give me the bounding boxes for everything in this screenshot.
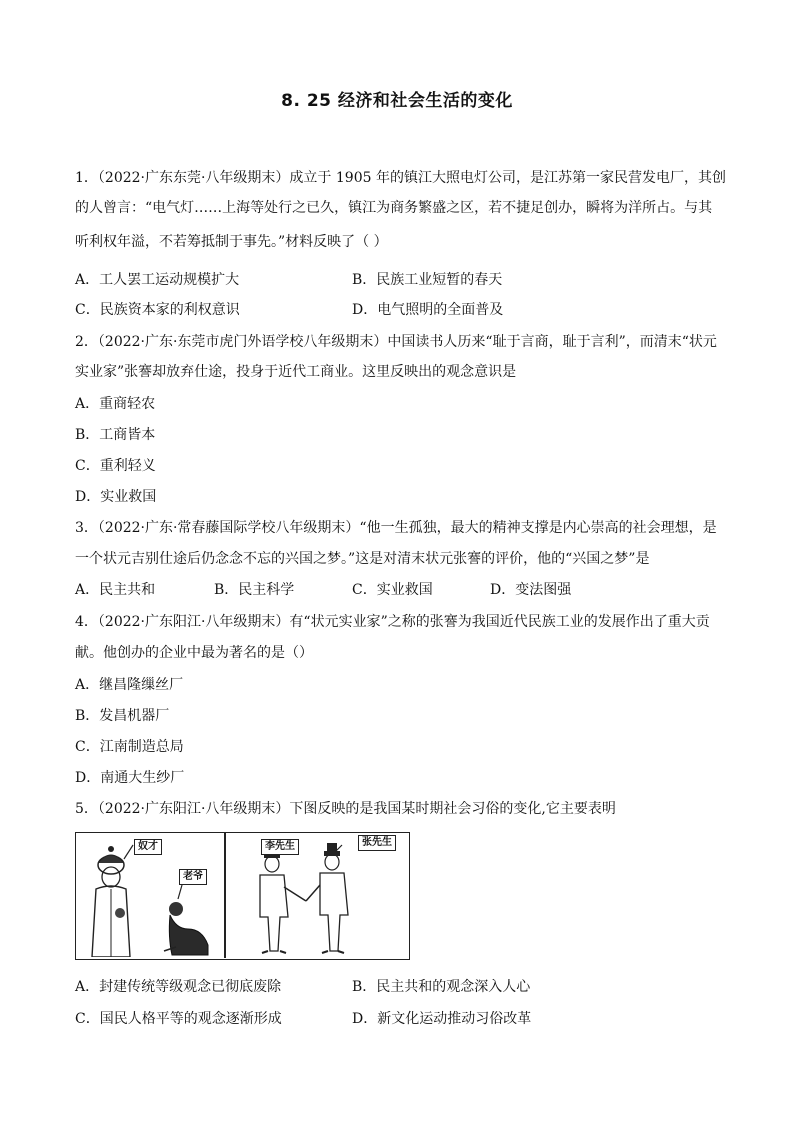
q4-stem-line-1: 4．（2022·广东阳江·八年级期末）有“状元实业家”之称的张謇为我国近代民族工业的发展作出了重大贡 (75, 614, 710, 630)
q2-option-a[interactable]: A．重商轻农 (75, 396, 156, 412)
q3-option-b[interactable]: B．民主科学 (214, 582, 295, 598)
figure-label-mr-zhang: 张先生 (358, 835, 396, 851)
q1-option-c[interactable]: C．民族资本家的利权意识 (75, 302, 240, 318)
figure-label-master: 老爷 (179, 869, 207, 885)
figure-label-mr-li: 李先生 (261, 839, 299, 855)
q2-option-d[interactable]: D．实业救国 (75, 489, 157, 505)
q4-stem-line-2: 献。他创办的企业中最为著名的是（） (75, 645, 313, 661)
q1-option-a[interactable]: A．工人罢工运动规模扩大 (75, 272, 240, 288)
q2-stem-line-1: 2．（2022·广东·东莞市虎门外语学校八年级期末）中国读书人历来“耻于言商，耻于言利”，而清末“状元 (75, 334, 717, 350)
q4-option-a[interactable]: A．继昌隆缫丝厂 (75, 677, 184, 693)
q1-option-d[interactable]: D．电气照明的全面普及 (352, 302, 504, 318)
figure-label-servant: 奴才 (134, 839, 162, 855)
q5-stem-line-1: 5．（2022·广东阳江·八年级期末）下图反映的是我国某时期社会习俗的变化,它主要表明 (75, 801, 616, 817)
q4-option-d[interactable]: D．南通大生纱厂 (75, 770, 185, 786)
gentlemen-handshake-drawing (226, 833, 410, 957)
q5-option-a[interactable]: A．封建传统等级观念已彻底废除 (75, 979, 282, 995)
page-title: 8. 25 经济和社会生活的变化 (281, 91, 513, 111)
q5-option-c[interactable]: C．国民人格平等的观念逐渐形成 (75, 1011, 282, 1027)
q2-option-b[interactable]: B．工商皆本 (75, 427, 156, 443)
q1-option-b[interactable]: B．民族工业短暂的春天 (352, 272, 503, 288)
q3-stem-line-1: 3．（2022·广东·常春藤国际学校八年级期末）“他一生孤独，最大的精神支撑是内心崇高的社会理想，是 (75, 520, 717, 536)
q5-option-b[interactable]: B．民主共和的观念深入人心 (352, 979, 531, 995)
q3-option-d[interactable]: D．变法图强 (490, 582, 572, 598)
q4-option-b[interactable]: B．发昌机器厂 (75, 708, 170, 724)
q4-option-c[interactable]: C．江南制造总局 (75, 739, 184, 755)
q3-option-c[interactable]: C．实业救国 (352, 582, 433, 598)
q3-stem-line-2: 一个状元吉别仕途后仍念念不忘的兴国之梦。”这是对清末状元张謇的评价，他的“兴国之梦”是 (75, 551, 650, 567)
q5-cartoon-figure (75, 832, 410, 960)
q5-option-d[interactable]: D．新文化运动推动习俗改革 (352, 1011, 532, 1027)
q2-stem-line-2: 实业家”张謇却放弃仕途，投身于近代工商业。这里反映出的观念意识是 (75, 364, 517, 380)
q1-stem-line-1: 1．（2022·广东东莞·八年级期末）成立于 1905 年的镇江大照电灯公司，是江苏第一家民营发电厂，其创 (75, 170, 726, 186)
q1-stem-line-2: 的人曾言：“电气灯……上海等处行之已久，镇江为商务繁盛之区，若不捷足创办，瞬将为洋所占。与其 (75, 200, 713, 216)
q1-stem-line-3: 听利权年溢，不若筹抵制于事先。”材料反映了（ ） (75, 234, 388, 250)
q3-option-a[interactable]: A．民主共和 (75, 582, 156, 598)
q2-option-c[interactable]: C．重利轻义 (75, 458, 156, 474)
